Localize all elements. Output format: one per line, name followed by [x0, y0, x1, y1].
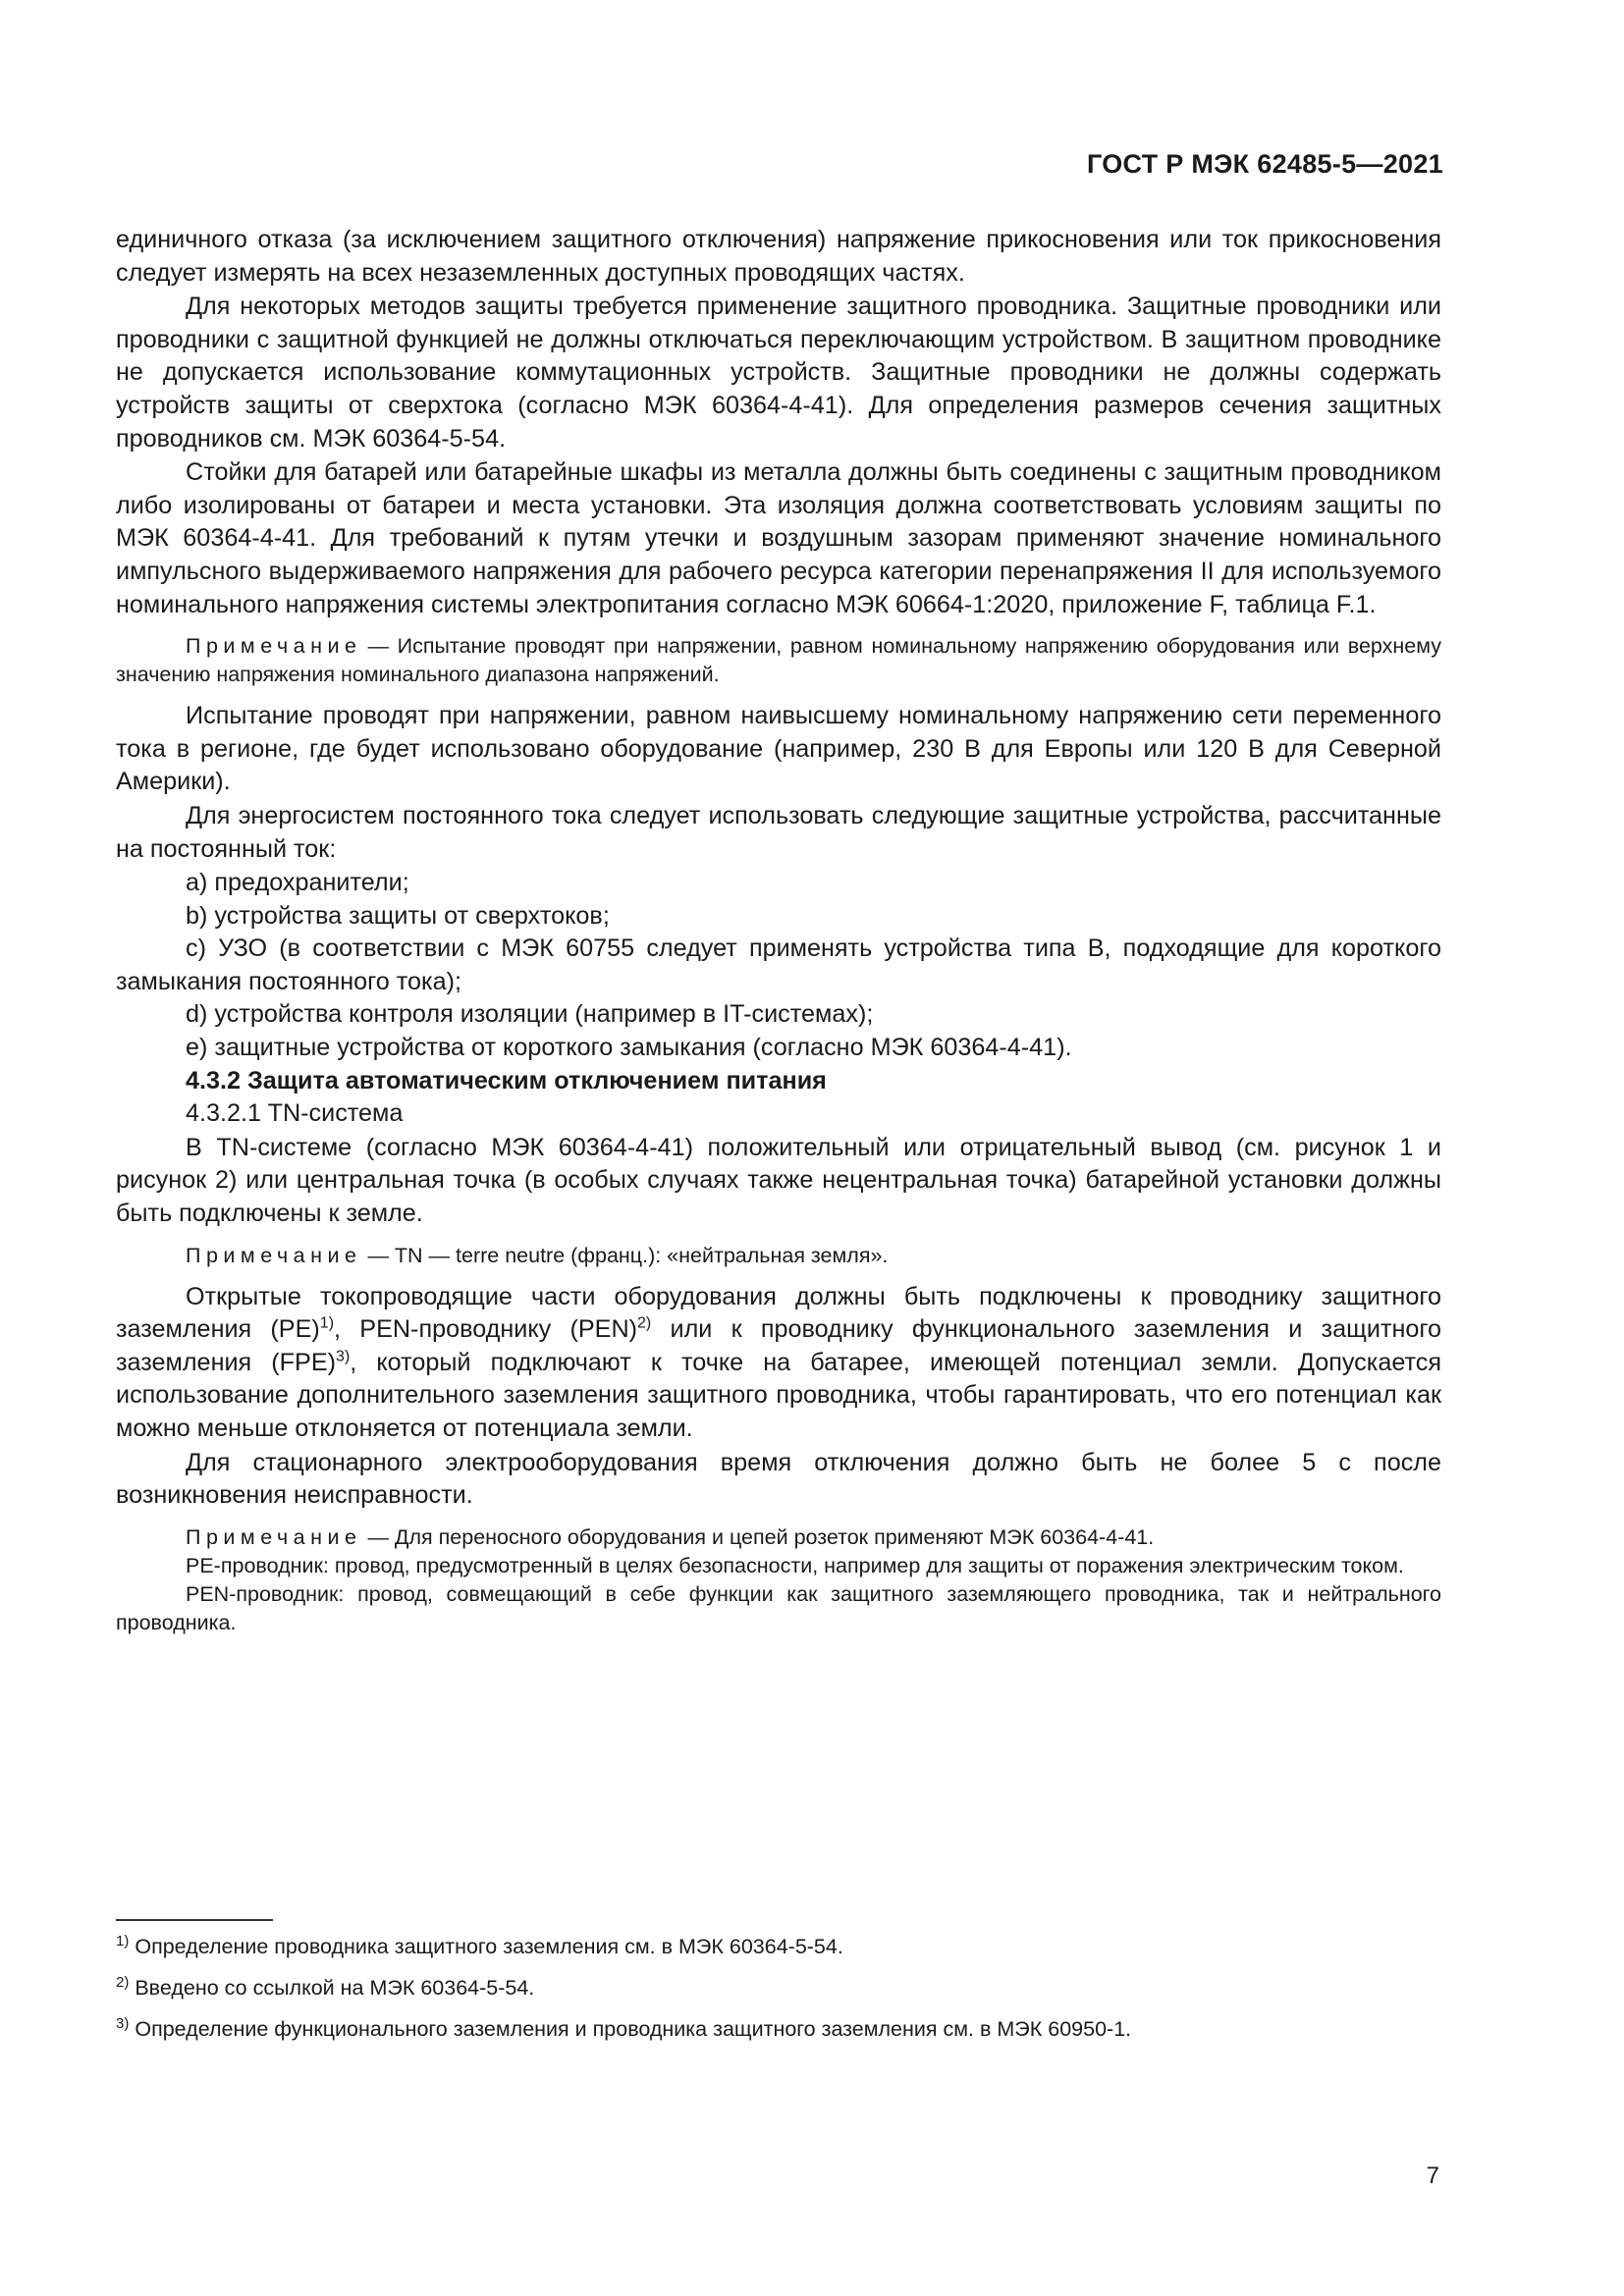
footnote-mark: 2): [116, 1973, 130, 1991]
note: [116, 632, 1441, 689]
footnote-ref: 2): [637, 1314, 652, 1332]
note-label: Примечание: [186, 634, 362, 659]
note-label: Примечание: [186, 1524, 362, 1549]
footnote-ref: 3): [336, 1348, 351, 1365]
section-heading: 4.3.2 Защита автоматическим отключением питания: [186, 1066, 827, 1095]
footnote-mark: 1): [116, 1932, 130, 1949]
note-label: Примечание: [186, 1243, 362, 1267]
footnote-mark: 3): [116, 2014, 130, 2032]
text-run: , который подключают к точке на батарее, имеющей потенциал земли. Допускается использование дополнительного заземления защитного проводника, чтобы гарантировать, что его потенциал как можно меньше отклоняется от потенциала земли.: [116, 1348, 1441, 1442]
page-number: 7: [1426, 2163, 1439, 2189]
main-text: [116, 224, 1441, 1648]
footnotes: [116, 1919, 1441, 2056]
paragraph: единичного отказа (за исключением защитного отключения) напряжение прикосновения или ток прикосновения следует измерять на всех незаземленных доступных проводящих частях.: [116, 226, 1441, 287]
device-list: [116, 867, 1441, 1065]
footnote: [116, 2015, 1441, 2043]
paragraph: [116, 1281, 1441, 1446]
paragraph: Для некоторых методов защиты требуется применение защитного проводника. Защитные проводники или проводники с защитной функцией не должны отключаться переключающим устройством. В защитном проводнике не допускается использование коммутационных устройств. Защитные проводники не должны содержать устройств защиты от сверхтока (согласно МЭК 60364-4-41). Для определения размеров сечения защитных проводников см. МЭК 60364-5-54.: [116, 293, 1441, 453]
paragraph: Стойки для батарей или батарейные шкафы из металла должны быть соединены с защитным проводником либо изолированы от батареи и места установки. Эта изоляция должна соответствовать условиям защиты по МЭК 60364-4-41. Для требований к путям утечки и воздушным зазорам применяют значение номинального импульсного выдерживаемого напряжения для рабочего ресурса категории перенапряжения II для используемого номинального напряжения системы электропитания согласно МЭК 60664-1:2020, приложение F, таблица F.1.: [116, 458, 1441, 618]
list-item: a) предохранители;: [186, 869, 409, 897]
footnote-text: Введено со ссылкой на МЭК 60364-5-54.: [135, 1976, 535, 2000]
paragraph: Для энергосистем постоянного тока следует использовать следующие защитные устройства, рассчитанные на постоянный ток:: [116, 801, 1441, 863]
footnote: [116, 1933, 1441, 1960]
footnote: [116, 1974, 1441, 2002]
list-item: c) УЗО (в соответствии с МЭК 60755 следует применять устройства типа В, подходящие для короткого замыкания постоянного тока);: [116, 934, 1441, 995]
note-definition: PE-проводник: провод, предусмотренный в целях безопасности, например для защиты от поражения электрическим током.: [186, 1553, 1404, 1577]
note-definition: PEN-проводник: провод, совмещающий в себе функции как защитного заземляющего проводника, так и нейтрального проводника.: [116, 1581, 1441, 1634]
footnote-divider: [116, 1919, 273, 1921]
footnote-text: Определение проводника защитного заземления см. в МЭК 60364-5-54.: [135, 1935, 843, 1958]
paragraph: В TN-системе (согласно МЭК 60364-4-41) положительный или отрицательный вывод (см. рисунок 1 и рисунок 2) или центральная точка (в особых случаях также нецентральная точка) батарейной установки должны быть подключены к земле.: [116, 1133, 1441, 1228]
note-text: — Для переносного оборудования и цепей розеток применяют МЭК 60364-4-41.: [367, 1524, 1155, 1549]
footnote-ref: 1): [319, 1314, 335, 1332]
note-text: — Испытание проводят при напряжении, равном номинальному напряжению оборудования или верхнему значению напряжения номинального диапазона напряжений.: [116, 634, 1441, 687]
note: [116, 1523, 1441, 1552]
subsection-title: 4.3.2.1 TN-система: [186, 1099, 404, 1128]
list-item: d) устройства контроля изоляции (например в IT-системах);: [186, 1000, 874, 1029]
footnote-text: Определение функционального заземления и проводника защитного заземления см. в МЭК 60950-1.: [135, 2017, 1132, 2041]
paragraph: Испытание проводят при напряжении, равном наивысшему номинальному напряжению сети переменного тока в регионе, где будет использовано оборудование (например, 230 В для Европы или 120 В для Северной Америки).: [116, 702, 1441, 796]
text-run: , PEN-проводнику (PEN): [334, 1315, 638, 1344]
text-run: или к проводнику функционального заземления и защитного заземления (FPE): [116, 1315, 1442, 1376]
note-text: — TN — terre neutre (франц.): «нейтральная земля».: [367, 1243, 889, 1267]
text-run: Открытые токопроводящие части оборудования должны быть подключены к проводнику защитного заземления (PE): [116, 1282, 1441, 1344]
note: [116, 1242, 1441, 1270]
list-item: e) защитные устройства от короткого замыкания (согласно МЭК 60364-4-41).: [186, 1034, 1072, 1062]
paragraph: Для стационарного электрооборудования время отключения должно быть не более 5 с после возникновения неисправности.: [116, 1448, 1441, 1510]
standard-designation: ГОСТ Р МЭК 62485-5—2021: [1086, 149, 1443, 179]
list-item: b) устройства защиты от сверхтоков;: [186, 901, 610, 930]
